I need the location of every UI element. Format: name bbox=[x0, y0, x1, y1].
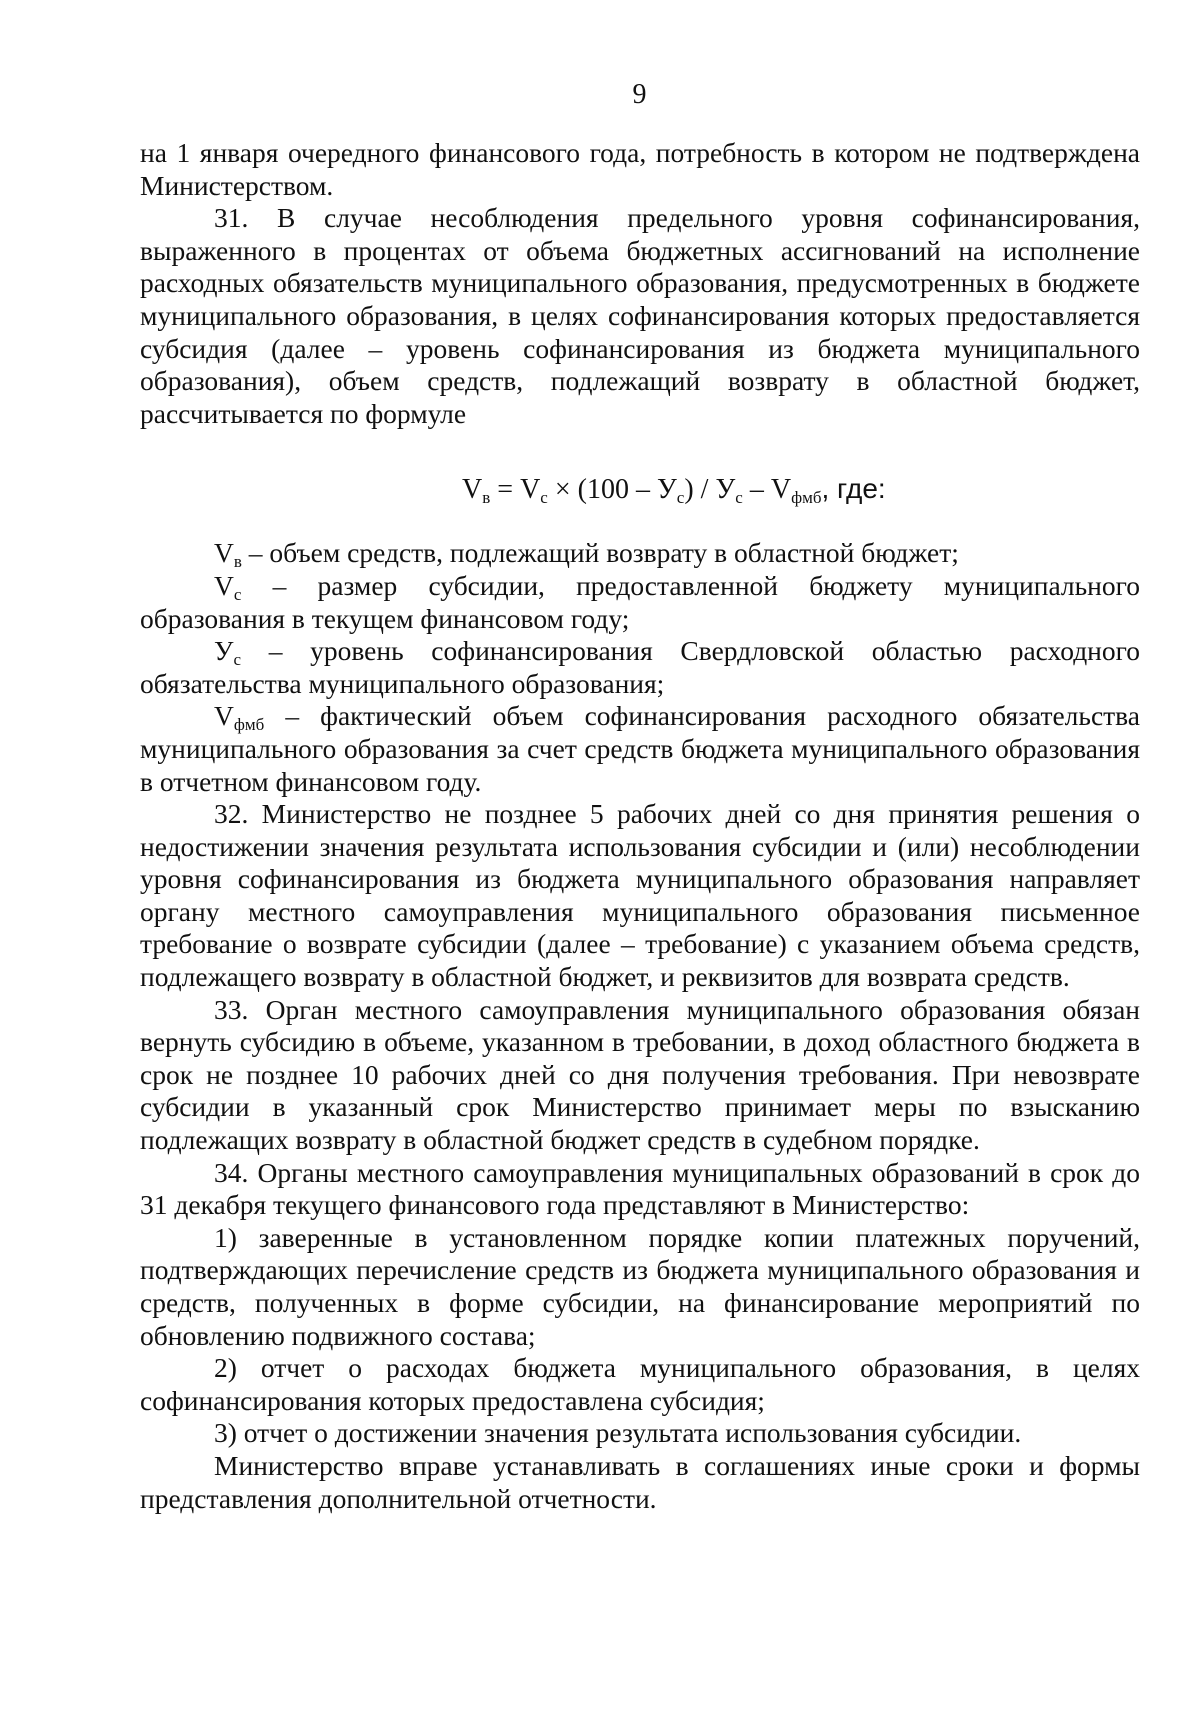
definition-uc-symbol: У bbox=[214, 635, 234, 667]
definition-vv bbox=[140, 537, 1140, 570]
definition-vfmb-sub: фмб bbox=[233, 715, 265, 735]
paragraph-closing: Министерство вправе устанавливать в соглашениях иные сроки и формы представления дополнительной отчетности. bbox=[140, 1449, 1140, 1514]
paragraph-32: 32. Министерство не позднее 5 рабочих дней со дня принятия решения о недостижении значения результата использования субсидии и (или) несоблюдении уровня софинансирования из бюджета муниципального образования направляет органу местного самоуправления муниципального образования письменное требование о возврате субсидии (далее – требование) с указанием объема средств, подлежащего возврату в областной бюджет, и реквизитов для возврата средств. bbox=[140, 798, 1140, 993]
definition-vfmb-text: – фактический объем софинансирования расходного обязательства муниципального образования за счет средств бюджета муниципального образования в отчетном финансовом году. bbox=[140, 700, 1140, 797]
formula-vc-sub: с bbox=[540, 488, 548, 508]
formula-mid2: ) / bbox=[684, 474, 716, 506]
formula-eq: = bbox=[490, 474, 521, 506]
definition-vc bbox=[140, 570, 1140, 635]
definition-uc-text: – уровень софинансирования Свердловской областью расходного обязательства муниципального образования; bbox=[140, 635, 1140, 699]
definition-vv-symbol: V bbox=[214, 537, 234, 569]
formula-tail: , где: bbox=[821, 473, 886, 505]
paragraph-33: 33. Орган местного самоуправления муниципального образования обязан вернуть субсидию в объеме, указанном в требовании, в доход областного бюджета в срок не позднее 10 рабочих дней со дня получения требования. При невозврате субсидии в указанный срок Министерство принимает меры по взысканию подлежащих возврату в областной бюджет средств в судебном порядке. bbox=[140, 993, 1140, 1156]
formula-uc2-sub: с bbox=[735, 488, 743, 508]
definition-vv-sub: в bbox=[233, 552, 242, 572]
formula-uc1: У bbox=[656, 474, 677, 506]
paragraph-31: 31. В случае несоблюдения предельного уровня софинансирования, выраженного в процентах от объема бюджетных ассигнований на исполнение расходных обязательств муниципального образования, предусмотренных в бюджете муниципального образования, в целях софинансирования которых предоставляется субсидия (далее – уровень софинансирования из бюджета муниципального образования), объем средств, подлежащий возврату в областной бюджет, рассчитывается по формуле bbox=[140, 202, 1140, 429]
document-body bbox=[140, 137, 1140, 1515]
formula-vv: V bbox=[462, 474, 483, 506]
definition-uc-sub: с bbox=[233, 650, 242, 670]
definition-vc-symbol: V bbox=[214, 569, 234, 601]
definition-vv-text: – объем средств, подлежащий возврату в областной бюджет; bbox=[241, 537, 959, 569]
list-item-1: 1) заверенные в установленном порядке копии платежных поручений, подтверждающих перечисление средств из бюджета муниципального образования и средств, полученных в форме субсидии, на финансирование мероприятий по обновлению подвижного состава; bbox=[140, 1221, 1140, 1351]
formula bbox=[140, 472, 1140, 507]
definition-vc-text: – размер субсидии, предоставленной бюджету муниципального образования в текущем финансовом году; bbox=[140, 569, 1140, 634]
formula-vfmb: V bbox=[770, 474, 792, 506]
formula-mid1: × (100 – bbox=[547, 474, 657, 506]
list-item-2: 2) отчет о расходах бюджета муниципального образования, в целях софинансирования которых предоставлена субсидия; bbox=[140, 1352, 1140, 1416]
paragraph-continuation: на 1 января очередного финансового года, потребность в котором не подтверждена Министерством. bbox=[140, 137, 1140, 201]
formula-vv-sub: в bbox=[482, 488, 491, 508]
formula-uc1-sub: с bbox=[676, 488, 685, 508]
definition-uc bbox=[140, 635, 1140, 700]
formula-vc: V bbox=[520, 474, 541, 506]
definition-vfmb bbox=[140, 700, 1140, 798]
page-number: 9 bbox=[632, 79, 647, 110]
definition-vc-sub: с bbox=[233, 584, 242, 604]
formula-mid3: – bbox=[742, 474, 771, 506]
definition-vfmb-symbol: V bbox=[214, 700, 234, 732]
paragraph-34: 34. Органы местного самоуправления муниципальных образований в срок до 31 декабря текущего финансового года представляют в Министерство: bbox=[140, 1156, 1140, 1221]
formula-uc2: У bbox=[715, 474, 736, 506]
formula-vfmb-sub: фмб bbox=[791, 488, 822, 508]
list-item-3: 3) отчет о достижении значения результата использования субсидии. bbox=[214, 1417, 1022, 1449]
